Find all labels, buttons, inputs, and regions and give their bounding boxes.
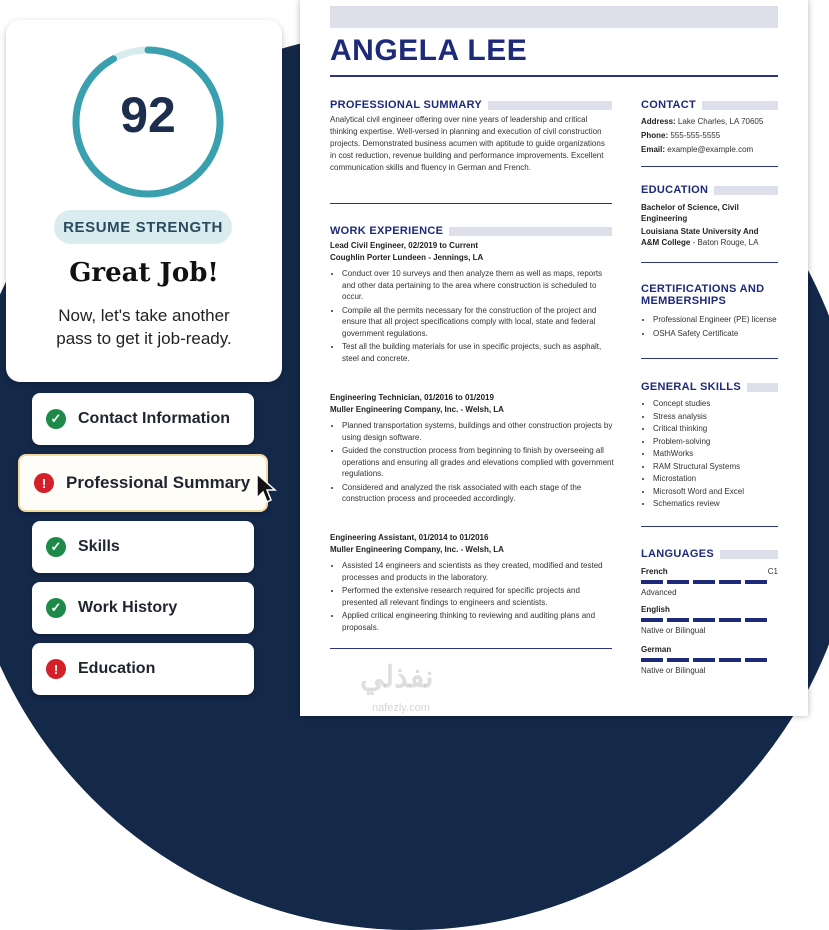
divider bbox=[641, 262, 778, 263]
language-french: French C1 bbox=[641, 567, 778, 576]
watermark-text: nafezly.com bbox=[372, 702, 430, 714]
language-level-segment bbox=[641, 658, 663, 662]
language-level-segment bbox=[745, 618, 767, 622]
list-item: • Microsoft Word and Excel bbox=[653, 486, 788, 499]
education-details: Bachelor of Science, Civil Engineering Louisiana State University And A&M College - Baton Rouge, LA bbox=[641, 203, 759, 247]
skills-list bbox=[641, 398, 788, 511]
resume-document bbox=[300, 0, 808, 716]
divider bbox=[641, 358, 778, 359]
check-icon: ✓ bbox=[46, 598, 66, 618]
watermark-logo: نفذلي bbox=[360, 661, 434, 694]
list-item: • Conduct over 10 surveys and then analyze them as well as maps, reports and other data pertaining to the area where construction is scheduled to occur. bbox=[342, 268, 614, 303]
job-title: Engineering Assistant, 01/2014 to 01/2016 bbox=[330, 533, 489, 542]
list-item: • Applied critical engineering thinking to reviewing and auditing plans and proposals. bbox=[342, 610, 614, 633]
divider bbox=[641, 166, 778, 167]
language-level-segment bbox=[667, 658, 689, 662]
summary-heading: PROFESSIONAL SUMMARY bbox=[330, 99, 612, 111]
language-level-segment bbox=[693, 658, 715, 662]
job-company: Muller Engineering Company, Inc. - Welsh, LA bbox=[330, 545, 504, 554]
list-item: • Guided the construction process from beginning to finish by overseeing all operations and ensuring all grades and elevations complied with government regulations. bbox=[342, 445, 614, 480]
list-item: • Professional Engineer (PE) license bbox=[653, 314, 783, 326]
list-item: • OSHA Safety Certificate bbox=[653, 328, 783, 340]
section-skills[interactable] bbox=[32, 521, 254, 573]
resume-top-bar bbox=[330, 6, 778, 28]
language-level-segment bbox=[641, 580, 663, 584]
job-bullets bbox=[330, 420, 614, 507]
job-company: Coughlin Porter Lundeen - Jennings, LA bbox=[330, 253, 484, 262]
language-level: Native or Bilingual bbox=[641, 626, 706, 635]
headline: Great Job! bbox=[69, 258, 219, 288]
language-level-segment bbox=[719, 580, 741, 584]
subtext-line: pass to get it job-ready. bbox=[56, 329, 232, 348]
list-item: • Critical thinking bbox=[653, 423, 788, 436]
language-level-bars bbox=[641, 658, 771, 662]
job-bullets bbox=[330, 268, 614, 366]
list-item: • MathWorks bbox=[653, 448, 788, 461]
section-education[interactable] bbox=[32, 643, 254, 695]
work-heading: WORK EXPERIENCE bbox=[330, 225, 612, 237]
list-item: • Considered and analyzed the risk associated with each stage of the construction process and proceeded accordingly. bbox=[342, 482, 614, 505]
subtext-line: Now, let's take another bbox=[58, 306, 230, 325]
subtext bbox=[26, 304, 262, 350]
section-label: Work History bbox=[78, 599, 178, 616]
check-icon: ✓ bbox=[46, 409, 66, 429]
section-work-history[interactable] bbox=[32, 582, 254, 634]
language-english: English bbox=[641, 605, 670, 614]
language-level: Advanced bbox=[641, 588, 677, 597]
language-level-segment bbox=[667, 618, 689, 622]
alert-icon: ! bbox=[46, 659, 66, 679]
language-level-segment bbox=[693, 618, 715, 622]
resume-strength-badge: RESUME STRENGTH bbox=[54, 210, 232, 244]
language-level-segment bbox=[745, 658, 767, 662]
resume-name: ANGELA LEE bbox=[330, 34, 528, 67]
summary-text: Analytical civil engineer offering over nine years of leadership and critical thinking expertise. Well-versed in planning and execution of civil construction projects. Demonstrated business acumen with aptitude to guide organizations in cost reduction, revenue building and performance improvements. Excellent communication skills and fluency in German and French. bbox=[330, 115, 605, 172]
divider bbox=[330, 203, 612, 204]
list-item: • Concept studies bbox=[653, 398, 788, 411]
section-label: Education bbox=[78, 660, 156, 677]
section-contact-information[interactable] bbox=[32, 393, 254, 445]
language-level-bars bbox=[641, 618, 771, 622]
check-icon: ✓ bbox=[46, 537, 66, 557]
divider bbox=[641, 526, 778, 527]
alert-icon: ! bbox=[34, 473, 54, 493]
list-item: • RAM Structural Systems bbox=[653, 461, 788, 474]
list-item: • Microstation bbox=[653, 473, 788, 486]
score-value: 92 bbox=[120, 87, 176, 143]
section-label: Professional Summary bbox=[66, 473, 251, 492]
language-level-segment bbox=[719, 658, 741, 662]
divider bbox=[330, 648, 612, 649]
language-level-segment bbox=[693, 580, 715, 584]
certs-list bbox=[641, 314, 783, 341]
list-item: • Test all the building materials for use in specific projects, such as asphalt, steel and concrete. bbox=[342, 341, 614, 364]
languages-heading: LANGUAGES bbox=[641, 548, 778, 560]
language-level-segment bbox=[667, 580, 689, 584]
section-label: Skills bbox=[78, 538, 120, 555]
skills-heading: GENERAL SKILLS bbox=[641, 381, 778, 393]
certs-heading: CERTIFICATIONS AND MEMBERSHIPS bbox=[641, 283, 765, 307]
language-german: German bbox=[641, 645, 672, 654]
list-item: • Problem-solving bbox=[653, 436, 788, 449]
language-level-segment bbox=[745, 580, 767, 584]
language-level-segment bbox=[641, 618, 663, 622]
job-bullets bbox=[330, 560, 614, 635]
list-item: • Assisted 14 engineers and scientists as they created, modified and tested processes and products in the laboratory. bbox=[342, 560, 614, 583]
education-heading: EDUCATION bbox=[641, 184, 778, 196]
list-item: • Performed the extensive research required for specific projects and presented all relevant findings to engineers and scientists. bbox=[342, 585, 614, 608]
list-item: • Schematics review bbox=[653, 498, 788, 511]
language-level-segment bbox=[719, 618, 741, 622]
job-title: Engineering Technician, 01/2016 to 01/2019 bbox=[330, 393, 494, 402]
job-company: Muller Engineering Company, Inc. - Welsh, LA bbox=[330, 405, 504, 414]
section-professional-summary[interactable] bbox=[18, 454, 268, 512]
job-title: Lead Civil Engineer, 02/2019 to Current bbox=[330, 241, 479, 250]
language-level-bars bbox=[641, 580, 771, 584]
contact-heading: CONTACT bbox=[641, 99, 778, 111]
section-label: Contact Information bbox=[78, 410, 230, 427]
score-card bbox=[6, 20, 282, 382]
list-item: • Planned transportation systems, buildings and other construction projects by using design software. bbox=[342, 420, 614, 443]
language-level: Native or Bilingual bbox=[641, 666, 706, 675]
list-item: • Stress analysis bbox=[653, 411, 788, 424]
divider bbox=[330, 75, 778, 77]
list-item: • Compile all the permits necessary for the construction of the project and ensure that all project specifications comply with local, state and federal government regulations. bbox=[342, 305, 614, 340]
contact-details: Address: Lake Charles, LA 70605 Phone: 555-555-5555 Email: example@example.com bbox=[641, 117, 764, 154]
mouse-cursor-icon bbox=[255, 472, 277, 506]
